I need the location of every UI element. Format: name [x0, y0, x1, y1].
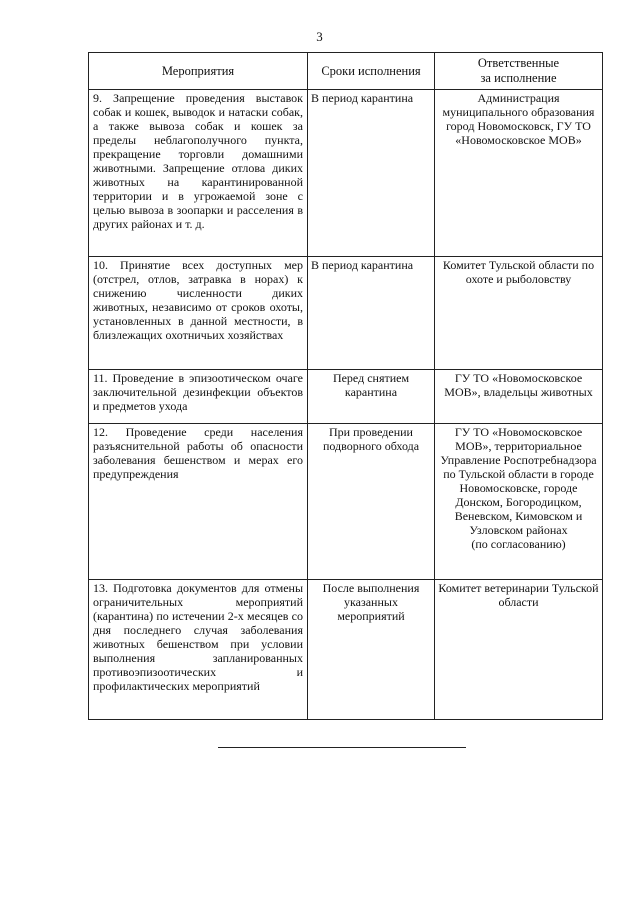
page-number: 3: [316, 29, 323, 44]
row-responsible: Комитет Тульской области по охоте и рыболовству: [435, 257, 603, 370]
table-row: [89, 90, 603, 257]
table-row: [89, 370, 603, 424]
header-deadline: Сроки исполнения: [308, 53, 435, 90]
header-event: Мероприятия: [89, 53, 308, 90]
header-responsible: Ответственные за исполнение: [435, 53, 603, 90]
row-responsible: ГУ ТО «Новомосковское МОВ», владельцы животных: [435, 370, 603, 424]
row-deadline: После выполнения указанных мероприятий: [308, 580, 435, 720]
row-deadline: В период карантина: [308, 90, 435, 257]
row-responsible: ГУ ТО «Новомосковское МОВ», территориальное Управление Роспотребнадзора по Тульской области в городе Новомосковске, городе Донском, Богородицком, Веневском, Кимовском и Узловском районах (по согласованию): [435, 424, 603, 580]
row-event: 13. Подготовка документов для отмены ограничительных мероприятий (карантина) по истечении 2-х месяцев со дня последнего случая заболевания животных бешенством при условии выполнения запланированных противоэпизоотических и профилактических мероприятий: [89, 580, 308, 720]
row-responsible: Комитет ветеринарии Тульской области: [435, 580, 603, 720]
table-row: [89, 580, 603, 720]
table-header-row: [89, 53, 603, 90]
row-deadline: Перед снятием карантина: [308, 370, 435, 424]
closing-rule-line: [218, 747, 466, 748]
table-row: [89, 424, 603, 580]
row-event: 9. Запрещение проведения выставок собак и кошек, выводок и натаски собак, а также вывоза собак и кошек за пределы неблагополучного пункта, прекращение торговли домашними животными. Запрещение отлова диких животных на карантинированной территории и в угрожаемой зоне с целью вывоза в зоопарки и расселения в других районах и т. д.: [89, 90, 308, 257]
row-deadline: В период карантина: [308, 257, 435, 370]
row-responsible: Администрация муниципального образования город Новомосковск, ГУ ТО «Новомосковское МОВ»: [435, 90, 603, 257]
row-deadline: При проведении подворного обхода: [308, 424, 435, 580]
measures-table: [88, 52, 603, 720]
row-event: 10. Принятие всех доступных мер (отстрел, отлов, затравка в норах) к снижению численности диких животных, независимо от сроков охоты, установленных в данной местности, в близлежащих охотничьих хозяйствах: [89, 257, 308, 370]
row-event: 11. Проведение в эпизоотическом очаге заключительной дезинфекции объектов и предметов ухода: [89, 370, 308, 424]
table-row: [89, 257, 603, 370]
row-event: 12. Проведение среди населения разъяснительной работы об опасности заболевания бешенством и мерах его предупреждения: [89, 424, 308, 580]
